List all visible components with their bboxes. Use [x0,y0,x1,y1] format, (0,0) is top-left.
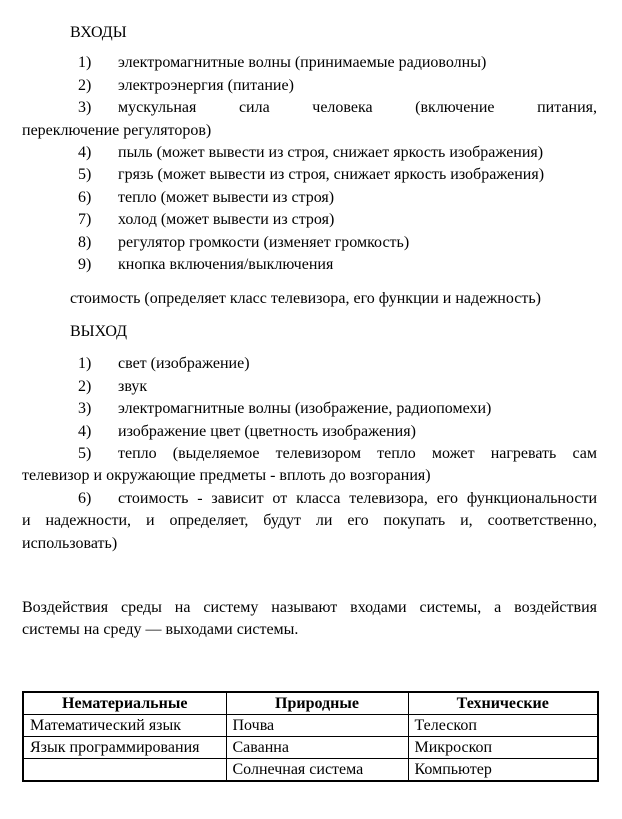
list-item-number: 1) [78,54,92,72]
list-item-text: звук [118,377,148,395]
table-cell: Саванна [226,736,408,758]
list-item [22,97,597,142]
outputs-list [22,353,597,555]
list-item [22,52,597,74]
list-item-text: тепло (выделяемое телевизором тепло может нагревать сам [118,444,597,462]
list-item-text: мускульная сила человека (включение питания, [118,99,597,117]
paragraph-line: Воздействия среды на систему называют входами системы, а воздействия [22,598,597,616]
list-item-text: кнопка включения/выключения [118,256,334,274]
table-cell: Математический язык [23,714,226,736]
list-item-number: 4) [78,422,92,440]
list-item [22,254,597,276]
list-item-text: грязь (может вывести из строя, снижает яркость изображения) [118,166,545,184]
list-item-number: 9) [78,256,92,274]
list-item [22,187,597,209]
list-item-line [22,443,597,465]
categories-table [22,691,599,782]
table-cell: Телескоп [408,714,598,736]
list-item-number: 4) [78,144,92,162]
list-item-line: телевизор и окружающие предметы - вплоть до возгорания) [22,467,431,485]
list-item [22,488,597,555]
list-item-line: и надежности, и определяет, будут ли его покупать и, соответственно, [22,512,597,530]
list-item-number: 5) [78,166,92,184]
outputs-heading: ВЫХОД [70,322,128,340]
list-item [22,232,597,254]
list-item-text: электромагнитные волны (изображение, радиопомехи) [118,400,492,418]
table-cell [23,758,226,781]
list-item-text: тепло (может вывести из строя) [118,188,335,206]
table-row [23,714,598,736]
list-item [22,421,597,443]
list-item-number: 3) [78,99,92,117]
list-item [22,164,597,186]
table-cell: Микроскоп [408,736,598,758]
table-header-nonmaterial: Нематериальные [23,692,226,715]
list-item-number: 6) [78,188,92,206]
list-item-text: электромагнитные волны (принимаемые радиоволны) [118,54,487,72]
table-cell: Компьютер [408,758,598,781]
list-item-text: регулятор громкости (изменяет громкость) [118,233,410,251]
cost-note: стоимость (определяет класс телевизора, его функции и надежность) [70,290,541,308]
table-header-natural: Природные [226,692,408,715]
list-item [22,209,597,231]
list-item-number: 3) [78,400,92,418]
list-item-text: свет (изображение) [118,355,250,373]
list-item [22,443,597,488]
list-item [22,142,597,164]
list-item-number: 2) [78,377,92,395]
list-item-text: изображение цвет (цветность изображения) [118,422,416,440]
table-header-row [23,692,598,715]
list-item-number: 1) [78,355,92,373]
list-item-text: пыль (может вывести из строя, снижает яркость изображения) [118,144,544,162]
inputs-heading: ВХОДЫ [70,24,127,41]
list-item [22,398,597,420]
inputs-list [22,52,597,276]
list-item-number: 6) [78,489,92,507]
table-cell: Почва [226,714,408,736]
list-item-number: 2) [78,76,92,94]
list-item-number: 7) [78,211,92,229]
list-item-line: переключение регуляторов) [22,121,212,139]
table-row [23,736,598,758]
list-item-line [22,488,597,510]
list-item-number: 8) [78,233,92,251]
list-item-text: холод (может вывести из строя) [118,211,335,229]
table-row [23,758,598,781]
list-item-text: стоимость - зависит от класса телевизора, его функциональности [118,489,597,507]
list-item-text: электроэнергия (питание) [118,76,294,94]
list-item-line [22,97,597,119]
summary-paragraph [22,597,597,642]
list-item [22,353,597,375]
list-item-number: 5) [78,444,92,462]
list-item-line: использовать) [22,534,118,552]
paragraph-line: системы на среду — выходами системы. [22,621,299,639]
table-cell: Солнечная система [226,758,408,781]
table-cell: Язык программирования [23,736,226,758]
list-item [22,75,597,97]
list-item [22,376,597,398]
table-header-technical: Технические [408,692,598,715]
